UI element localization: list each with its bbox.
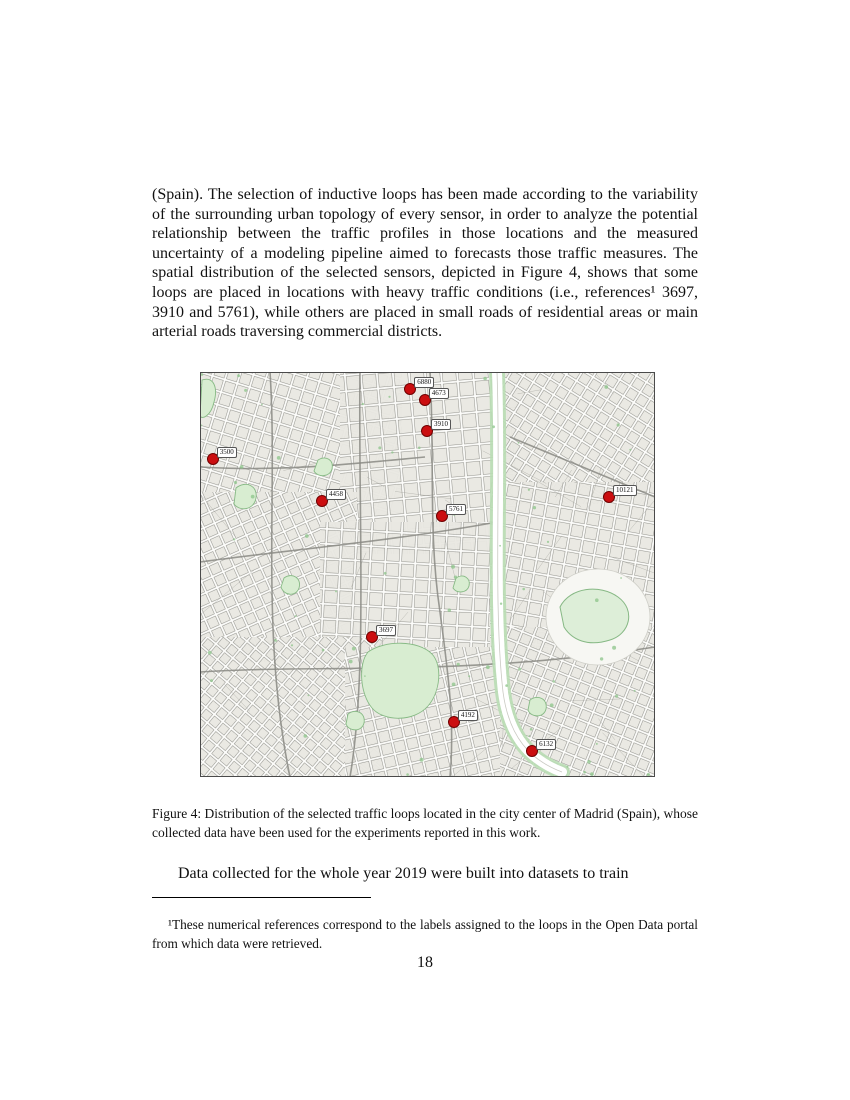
marker-label: 4192 — [458, 710, 478, 721]
marker-label: 3500 — [217, 447, 237, 458]
footnote-rule — [152, 897, 371, 898]
footnote-text: ¹These numerical references correspond to the labels assigned to the loops in the Open Data portal from which data were retrieved. — [152, 917, 698, 951]
map-marker-layer — [200, 372, 655, 777]
marker-label: 10121 — [613, 485, 637, 496]
body-paragraph-2: Data collected for the whole year 2019 were built into datasets to train — [178, 865, 629, 882]
marker-label: 6880 — [414, 377, 434, 388]
figure-4 — [200, 372, 655, 777]
marker-label: 4458 — [326, 489, 346, 500]
marker-label: 3697 — [376, 625, 396, 636]
figure-caption: Figure 4: Distribution of the selected traffic loops located in the city center of Madrid (Spain), whose collected data have been used for the experiments reported in this work. — [152, 805, 698, 840]
marker-label: 4673 — [429, 388, 449, 399]
marker-label: 3910 — [431, 419, 451, 430]
page-number: 18 — [417, 954, 433, 971]
body-paragraph-1: (Spain). The selection of inductive loops has been made according to the variability of the surrounding urban topology of every sensor, in order to analyze the potential relationship between the traffic profiles in those locations and the measured uncertainty of a modeling pipeline aimed to forecasts those traffic measures. The spatial distribution of the selected sensors, depicted in Figure 4, shows that some loops are placed in locations with heavy traffic conditions (i.e., references¹ 3697, 3910 and 5761), while others are placed in small roads of residential areas or main arterial roads traversing commercial districts. — [152, 186, 698, 341]
marker-label: 6132 — [536, 739, 556, 750]
marker-label: 5761 — [446, 504, 466, 515]
